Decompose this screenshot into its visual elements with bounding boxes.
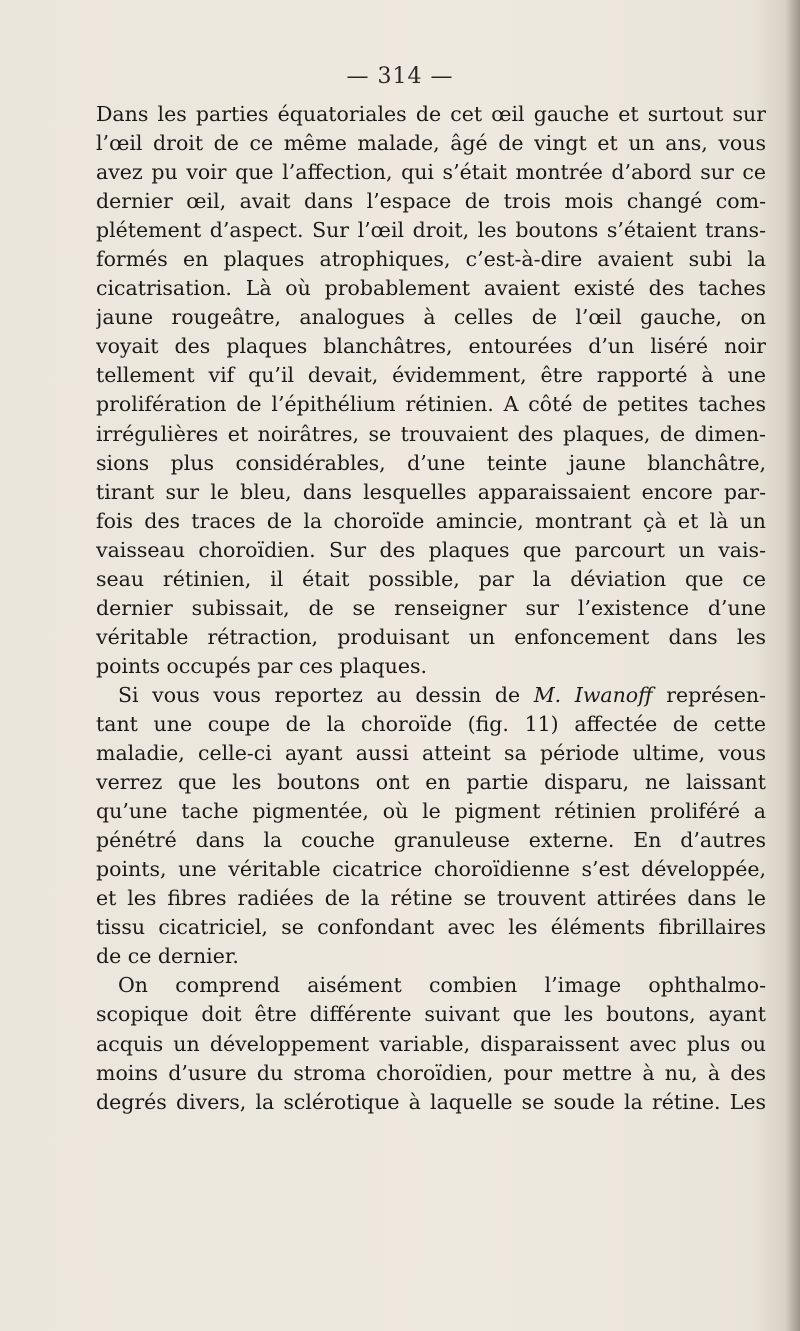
text-line-8: jaune rougeâtre, analogues à celles de l’œil gauche, on [96, 305, 766, 330]
text-line-14: tirant sur le bleu, dans lesquelles apparaissaient encore par- [96, 479, 766, 504]
text-line-12: irrégulières et noirâtres, se trouvaient des plaques, de dimen- [96, 421, 766, 446]
text-line-31: On comprend aisément combien l’image ophthalmo- [118, 973, 766, 998]
line-21-start: Si vous vous reportez au dessin de [118, 682, 521, 707]
line-21-end: représen- [666, 682, 766, 707]
text-line-13: sions plus considérables, d’une teinte jaune blanchâtre, [96, 450, 766, 475]
page-number: — 314 — [346, 64, 454, 89]
text-line-23: maladie, celle-ci ayant aussi atteint sa période ultime, vous [96, 741, 766, 766]
text-line-27: points, une véritable cicatrice choroïdienne s’est développée, [96, 857, 766, 882]
text-line-7: cicatrisation. Là où probablement avaient existé des taches [96, 276, 766, 301]
text-line-9: voyait des plaques blanchâtres, entourées d’un liséré noir [96, 334, 766, 359]
text-line-4: dernier œil, avait dans l’espace de trois mois changé com- [96, 189, 766, 214]
text-line-35: degrés divers, la sclérotique à laquelle se soude la rétine. Les [96, 1089, 766, 1114]
text-line-28: et les fibres radiées de la rétine se trouvent attirées dans le [96, 886, 766, 911]
text-line-21 [96, 681, 766, 710]
text-line-15: fois des traces de la choroïde amincie, montrant çà et là un [96, 508, 766, 533]
text-line-22: tant une coupe de la choroïde (fig. 11) affectée de cette [96, 711, 766, 736]
page-edge-shadow [786, 0, 800, 1331]
text-line-3: avez pu voir que l’affection, qui s’était montrée d’abord sur ce [96, 160, 766, 185]
text-line-20: points occupés par ces plaques. [96, 653, 428, 678]
text-line-24: verrez que les boutons ont en partie disparu, ne laissant [96, 770, 766, 795]
text-line-19: véritable rétraction, produisant un enfoncement dans les [96, 624, 766, 649]
text-line-29: tissu cicatriciel, se confondant avec les éléments fibrillaires [96, 915, 766, 940]
text-line-6: formés en plaques atrophiques, c’est-à-dire avaient subi la [96, 247, 766, 272]
text-line-18: dernier subissait, de se renseigner sur l’existence d’une [96, 595, 766, 620]
author-name-italic: M. Iwanoff [533, 682, 653, 707]
text-line-11: prolifération de l’épithélium rétinien. A côté de petites taches [96, 392, 766, 417]
text-line-16: vaisseau choroïdien. Sur des plaques que parcourt un vais- [96, 537, 766, 562]
text-line-32: scopique doit être différente suivant que les boutons, ayant [96, 1002, 766, 1027]
text-line-33: acquis un développement variable, disparaissent avec plus ou [96, 1031, 766, 1056]
text-line-2: l’œil droit de ce même malade, âgé de vingt et un ans, vous [96, 131, 766, 156]
text-line-26: pénétré dans la couche granuleuse externe. En d’autres [96, 828, 766, 853]
text-line-34: moins d’usure du stroma choroïdien, pour mettre à nu, à des [96, 1060, 766, 1085]
body-text [96, 100, 766, 1117]
text-line-5: plétement d’aspect. Sur l’œil droit, les boutons s’étaient trans- [96, 218, 766, 243]
text-line-30: de ce dernier. [96, 944, 239, 969]
text-line-1: Dans les parties équatoriales de cet œil gauche et surtout sur [96, 102, 766, 126]
text-line-25: qu’une tache pigmentée, où le pigment rétinien proliféré a [96, 799, 766, 824]
text-line-10: tellement vif qu’il devait, évidemment, être rapporté à une [96, 363, 766, 388]
text-line-17: seau rétinien, il était possible, par la déviation que ce [96, 566, 766, 591]
